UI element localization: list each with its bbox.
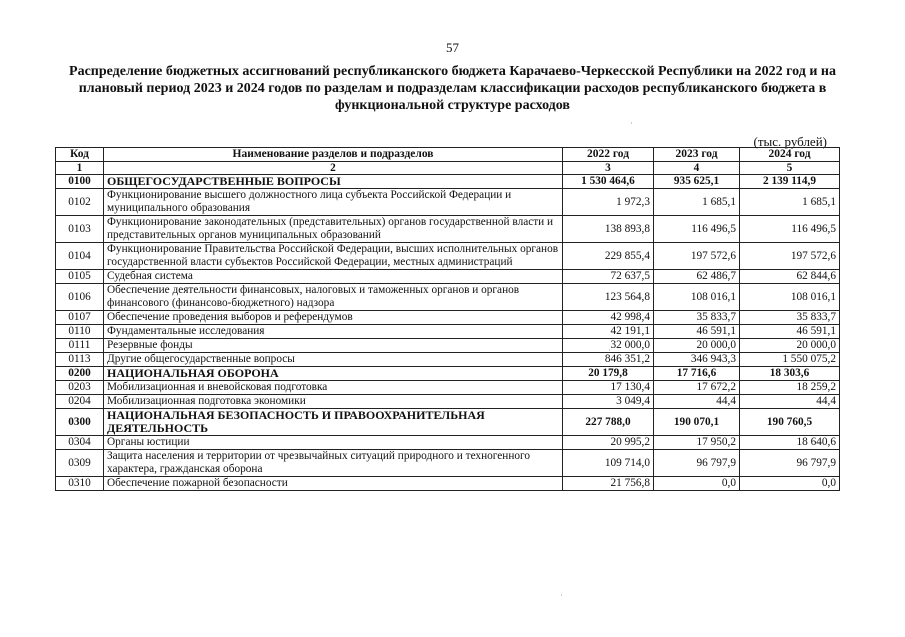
- header-2022: 2022 год: [563, 148, 654, 162]
- value-2024-cell: 18 640,6: [740, 436, 840, 450]
- name-cell: Другие общегосударственные вопросы: [104, 353, 563, 367]
- value-2024-cell: 35 833,7: [740, 311, 840, 325]
- value-2022-cell: 123 564,8: [563, 284, 654, 311]
- table-row: [56, 284, 840, 311]
- value-2022-cell: 20 995,2: [563, 436, 654, 450]
- table-body: [56, 175, 840, 491]
- value-2024-cell: 96 797,9: [740, 450, 840, 477]
- name-cell: Мобилизационная подготовка экономики: [104, 395, 563, 409]
- index-cell: 2: [104, 162, 563, 175]
- value-2022-cell: 138 893,8: [563, 216, 654, 243]
- index-cell: 5: [740, 162, 840, 175]
- value-2022-cell: 227 788,0: [563, 409, 654, 436]
- table-row: [56, 243, 840, 270]
- name-cell: Защита населения и территории от чрезвычайных ситуаций природного и техногенного характера, гражданская оборона: [104, 450, 563, 477]
- code-cell: 0203: [56, 381, 104, 395]
- name-cell: Резервные фонды: [104, 339, 563, 353]
- budget-table: [55, 147, 840, 491]
- name-cell: Обеспечение проведения выборов и референдумов: [104, 311, 563, 325]
- code-cell: 0310: [56, 477, 104, 491]
- code-cell: 0309: [56, 450, 104, 477]
- name-cell: Фундаментальные исследования: [104, 325, 563, 339]
- value-2023-cell: 0,0: [654, 477, 740, 491]
- table-header-row: [56, 148, 840, 162]
- value-2023-cell: 17 950,2: [654, 436, 740, 450]
- name-cell: Обеспечение пожарной безопасности: [104, 477, 563, 491]
- value-2024-cell: 20 000,0: [740, 339, 840, 353]
- section-row: [56, 175, 840, 189]
- table-row: [56, 477, 840, 491]
- value-2022-cell: 1 530 464,6: [563, 175, 654, 189]
- code-cell: 0104: [56, 243, 104, 270]
- value-2022-cell: 21 756,8: [563, 477, 654, 491]
- column-index-row: [56, 162, 840, 175]
- code-cell: 0103: [56, 216, 104, 243]
- name-cell: ОБЩЕГОСУДАРСТВЕННЫЕ ВОПРОСЫ: [104, 175, 563, 189]
- code-cell: 0100: [56, 175, 104, 189]
- header-code: Код: [56, 148, 104, 162]
- name-cell: НАЦИОНАЛЬНАЯ ОБОРОНА: [104, 367, 563, 381]
- value-2023-cell: 197 572,6: [654, 243, 740, 270]
- value-2023-cell: 17 716,6: [654, 367, 740, 381]
- value-2024-cell: 0,0: [740, 477, 840, 491]
- code-cell: 0111: [56, 339, 104, 353]
- value-2023-cell: 62 486,7: [654, 270, 740, 284]
- scan-speck: ·: [630, 118, 633, 128]
- value-2024-cell: 108 016,1: [740, 284, 840, 311]
- scan-speck: ·: [560, 590, 563, 600]
- code-cell: 0107: [56, 311, 104, 325]
- value-2022-cell: 3 049,4: [563, 395, 654, 409]
- name-cell: Обеспечение деятельности финансовых, налоговых и таможенных органов и органов финансового (финансово-бюджетного) надзора: [104, 284, 563, 311]
- value-2022-cell: 109 714,0: [563, 450, 654, 477]
- value-2022-cell: 846 351,2: [563, 353, 654, 367]
- value-2023-cell: 17 672,2: [654, 381, 740, 395]
- value-2023-cell: 935 625,1: [654, 175, 740, 189]
- code-cell: 0110: [56, 325, 104, 339]
- table-row: [56, 311, 840, 325]
- value-2022-cell: 17 130,4: [563, 381, 654, 395]
- table-row: [56, 339, 840, 353]
- value-2023-cell: 44,4: [654, 395, 740, 409]
- table-row: [56, 216, 840, 243]
- value-2022-cell: 20 179,8: [563, 367, 654, 381]
- section-row: [56, 409, 840, 436]
- value-2024-cell: 190 760,5: [740, 409, 840, 436]
- index-cell: 4: [654, 162, 740, 175]
- page-number: 57: [446, 40, 459, 55]
- value-2022-cell: 42 191,1: [563, 325, 654, 339]
- index-cell: 3: [563, 162, 654, 175]
- code-cell: 0105: [56, 270, 104, 284]
- header-name: Наименование разделов и подразделов: [104, 148, 563, 162]
- value-2024-cell: 46 591,1: [740, 325, 840, 339]
- value-2024-cell: 116 496,5: [740, 216, 840, 243]
- name-cell: Мобилизационная и вневойсковая подготовка: [104, 381, 563, 395]
- code-cell: 0200: [56, 367, 104, 381]
- name-cell: НАЦИОНАЛЬНАЯ БЕЗОПАСНОСТЬ И ПРАВООХРАНИТЕЛЬНАЯ ДЕЯТЕЛЬНОСТЬ: [104, 409, 563, 436]
- value-2024-cell: 44,4: [740, 395, 840, 409]
- value-2023-cell: 96 797,9: [654, 450, 740, 477]
- code-cell: 0113: [56, 353, 104, 367]
- code-cell: 0300: [56, 409, 104, 436]
- document-title: Распределение бюджетных ассигнований республиканского бюджета Карачаево-Черкесской Республики на 2022 год и на плановый период 2023 и 2024 годов по разделам и подразделам классификации расходов республиканского бюджета в функциональной структуре расходов: [69, 64, 836, 113]
- table-row: [56, 189, 840, 216]
- table-row: [56, 270, 840, 284]
- value-2023-cell: 20 000,0: [654, 339, 740, 353]
- value-2023-cell: 1 685,1: [654, 189, 740, 216]
- value-2024-cell: 62 844,6: [740, 270, 840, 284]
- value-2024-cell: 18 259,2: [740, 381, 840, 395]
- header-2024: 2024 год: [740, 148, 840, 162]
- value-2022-cell: 42 998,4: [563, 311, 654, 325]
- scan-speck: ·: [608, 345, 611, 355]
- table-row: [56, 381, 840, 395]
- value-2023-cell: 35 833,7: [654, 311, 740, 325]
- index-cell: 1: [56, 162, 104, 175]
- code-cell: 0102: [56, 189, 104, 216]
- units-label: (тыс. рублей): [753, 134, 827, 149]
- name-cell: Функционирование Правительства Российской Федерации, высших исполнительных органов государственной власти субъектов Российской Федерации, местных администраций: [104, 243, 563, 270]
- table-row: [56, 450, 840, 477]
- section-row: [56, 367, 840, 381]
- table-row: [56, 395, 840, 409]
- name-cell: Функционирование высшего должностного лица субъекта Российской Федерации и муниципального образования: [104, 189, 563, 216]
- value-2023-cell: 46 591,1: [654, 325, 740, 339]
- value-2022-cell: 229 855,4: [563, 243, 654, 270]
- value-2023-cell: 190 070,1: [654, 409, 740, 436]
- name-cell: Органы юстиции: [104, 436, 563, 450]
- table-row: [56, 325, 840, 339]
- code-cell: 0204: [56, 395, 104, 409]
- header-2023: 2023 год: [654, 148, 740, 162]
- name-cell: Функционирование законодательных (представительных) органов государственной власти и представительных органов муниципальных образований: [104, 216, 563, 243]
- table-row: [56, 353, 840, 367]
- code-cell: 0304: [56, 436, 104, 450]
- value-2022-cell: 72 637,5: [563, 270, 654, 284]
- name-cell: Судебная система: [104, 270, 563, 284]
- value-2023-cell: 346 943,3: [654, 353, 740, 367]
- value-2024-cell: 197 572,6: [740, 243, 840, 270]
- value-2024-cell: 18 303,6: [740, 367, 840, 381]
- table-row: [56, 436, 840, 450]
- code-cell: 0106: [56, 284, 104, 311]
- value-2023-cell: 108 016,1: [654, 284, 740, 311]
- value-2024-cell: 1 685,1: [740, 189, 840, 216]
- value-2023-cell: 116 496,5: [654, 216, 740, 243]
- value-2024-cell: 2 139 114,9: [740, 175, 840, 189]
- value-2022-cell: 1 972,3: [563, 189, 654, 216]
- value-2022-cell: 32 000,0: [563, 339, 654, 353]
- value-2024-cell: 1 550 075,2: [740, 353, 840, 367]
